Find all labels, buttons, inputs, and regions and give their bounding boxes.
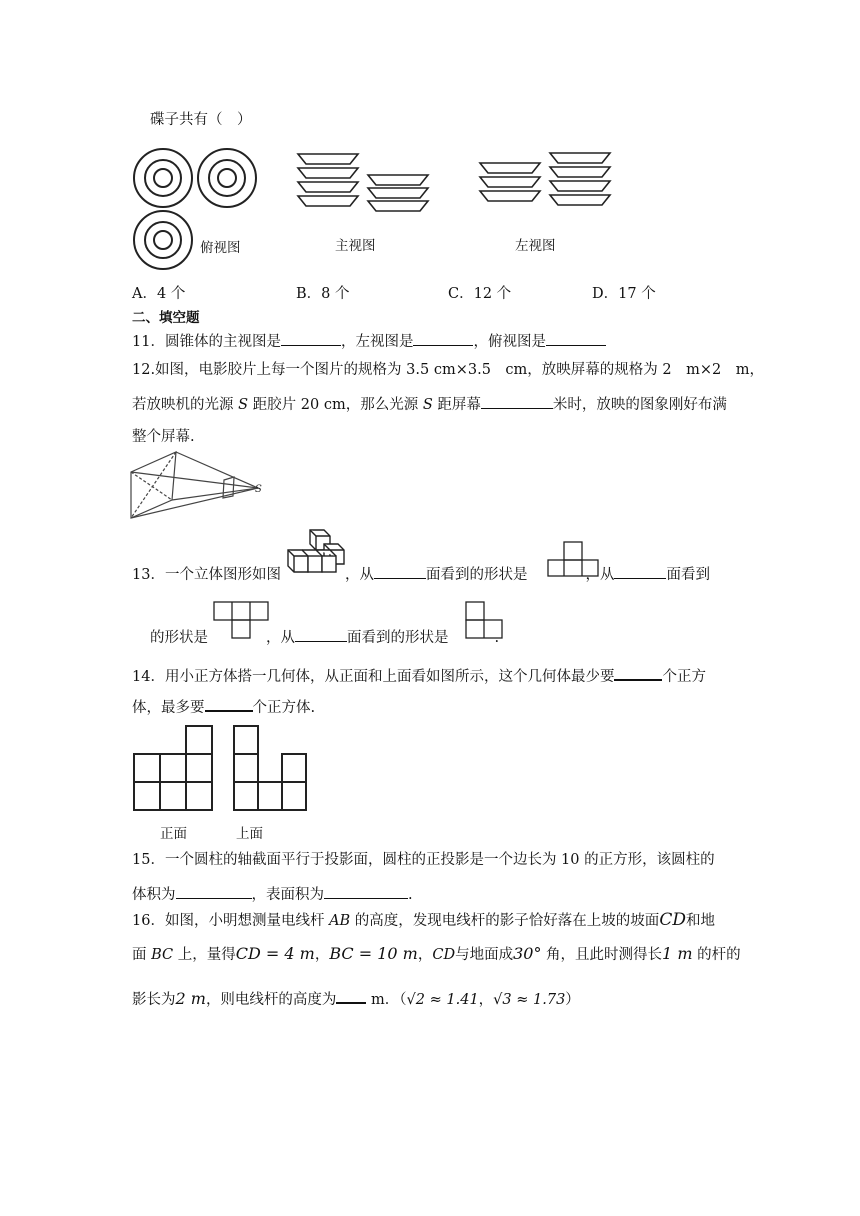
q10-left-view-caption: 左视图 — [515, 238, 556, 254]
q14-line2: 体，最多要 个正方体. — [132, 696, 315, 718]
q13-blank-1[interactable] — [374, 564, 426, 579]
q14-front-caption: 正面 — [160, 826, 187, 842]
q12-line1: 12.如图，电影胶片上每一个图片的规格为 3.5 cm×3.5 cm，放映屏幕的规格为 2 m×2 m， — [132, 362, 764, 378]
q13-blank-3[interactable] — [295, 627, 347, 642]
q15-blank-volume[interactable] — [176, 884, 252, 899]
q10-top-view-caption: 俯视图 — [200, 240, 241, 256]
q15-line1: 15．一个圆柱的轴截面平行于投影面，圆柱的正投影是一个边长为 10 的正方形，该圆柱的 — [132, 852, 715, 868]
q10-tail: 碟子共有（ ） — [150, 112, 252, 128]
q10-option-a: A．4 个 — [132, 286, 186, 302]
q15-blank-area[interactable] — [324, 884, 408, 899]
q14-blank-min[interactable] — [614, 665, 662, 681]
q14-front-view-grid — [132, 724, 214, 812]
q16-line1: 16．如图，小明想测量电线杆 AB 的高度，发现电线杆的影子恰好落在上坡的坡面CD和地 — [132, 910, 715, 930]
q13-solid-figure — [284, 528, 350, 580]
section-heading: 二、填空题 — [132, 310, 200, 326]
q10-front-view-figure — [296, 150, 436, 220]
q10-left-view-figure — [478, 150, 618, 220]
q13-blank-2[interactable] — [614, 564, 666, 579]
q14-top-caption: 上面 — [236, 826, 263, 842]
svg-text:S: S — [255, 484, 262, 495]
q10-option-d: D．17 个 — [592, 286, 656, 302]
q12-line3: 整个屏幕. — [132, 429, 195, 445]
q12-line2: 若放映机的光源 S 距胶片 20 cm，那么光源 S 距屏幕 米时，放映的图象刚好布满 — [132, 394, 727, 415]
q16-line2: 面 BC 上，量得CD = 4 m，BC = 10 m，CD与地面成30° 角，且此时测得长1 m 的杆的 — [132, 944, 741, 963]
q10-option-c: C．12 个 — [448, 286, 512, 302]
q13-view-shape-3 — [464, 600, 506, 640]
q10-front-view-caption: 主视图 — [335, 238, 376, 254]
q13-view-shape-2 — [212, 600, 270, 640]
q13-line1: 13．一个立体图形如图 ，从 面看到的形状是 ，从 面看到 — [132, 564, 710, 585]
q14-top-view-grid — [232, 724, 310, 812]
q13-view-shape-1 — [546, 540, 600, 580]
q16-blank-height[interactable] — [336, 988, 366, 1004]
q11-text: 11．圆锥体的主视图是 ，左视图是 ，俯视图是 — [132, 331, 606, 352]
q15-line2: 体积为 ，表面积为 . — [132, 884, 413, 905]
q12-blank-distance[interactable] — [481, 394, 553, 409]
q10-top-view-figure — [130, 148, 260, 270]
q13-line2: 的形状是 ，从 面看到的形状是 . — [150, 627, 499, 648]
q10-option-b: B．8 个 — [296, 286, 350, 302]
q16-line3: 影长为2 m，则电线杆的高度为 m．（√2 ≈ 1.41，√3 ≈ 1.73） — [132, 989, 580, 1008]
q11-blank-front[interactable] — [281, 331, 341, 346]
q12-projector-figure — [128, 448, 264, 524]
q11-blank-top[interactable] — [546, 331, 606, 346]
q11-blank-left[interactable] — [413, 331, 473, 346]
q14-line1: 14．用小正方体搭一几何体，从正面和上面看如图所示，这个几何体最少要 个正方 — [132, 665, 706, 687]
q14-blank-max[interactable] — [205, 696, 253, 712]
